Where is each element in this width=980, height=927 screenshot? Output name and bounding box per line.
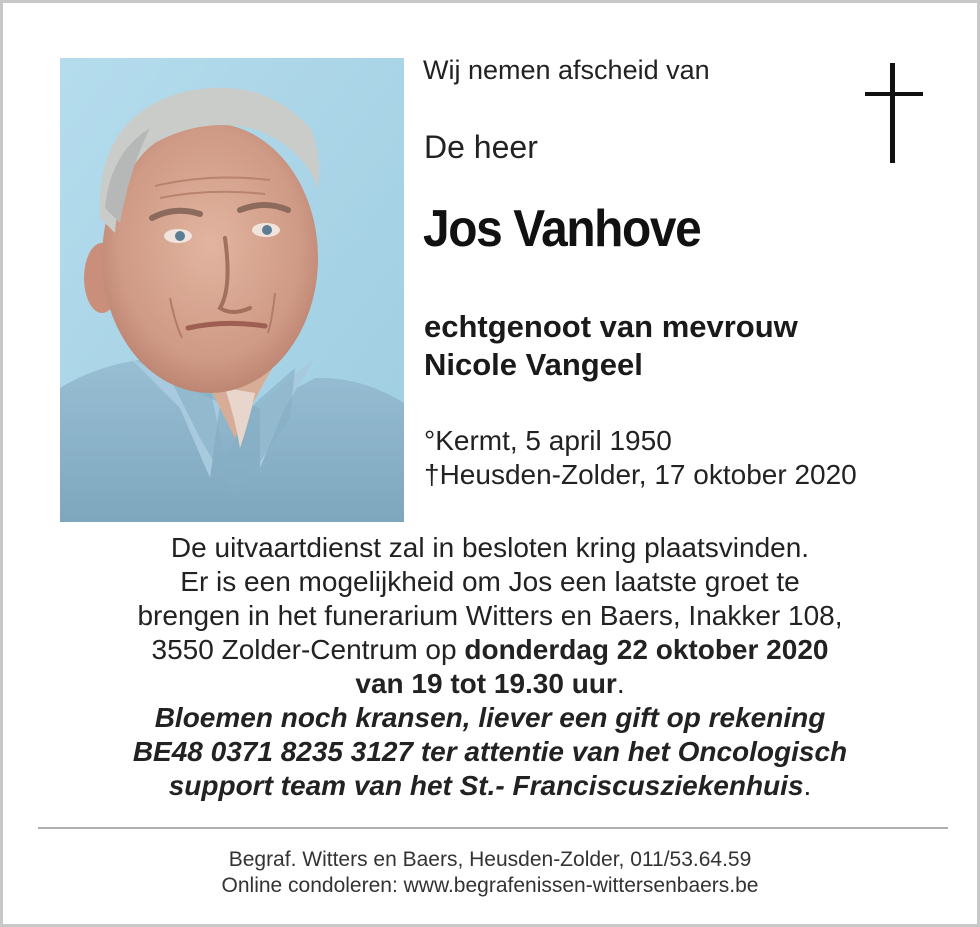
death-cross-icon: †	[424, 459, 440, 490]
portrait-photo	[60, 58, 404, 522]
birth-date: °Kermt, 5 april 1950	[424, 425, 672, 456]
divider	[38, 827, 948, 829]
visitation-date: donderdag 22 oktober 2020	[464, 634, 829, 665]
deceased-name: Jos Vanhove	[423, 200, 701, 258]
details-line: De uitvaartdienst zal in besloten kring plaatsvinden.	[170, 532, 810, 563]
flowers-note-line	[33, 769, 947, 803]
period: .	[616, 668, 625, 699]
footer	[33, 847, 947, 899]
visitation-time: van 19 tot 19.30 uur	[355, 668, 617, 699]
death-date-line	[424, 458, 857, 492]
details-line: Er is een mogelijkheid om Jos een laatste groet te	[180, 566, 800, 597]
life-dates	[424, 424, 857, 492]
latin-cross-icon	[865, 63, 923, 163]
flowers-note-line: Bloemen noch kransen, liever een gift op rekening	[154, 702, 826, 733]
online-condolences[interactable]: Online condoleren: www.begrafenissen-wittersenbaers.be	[221, 874, 759, 897]
spouse-block	[424, 308, 798, 384]
portrait-illustration	[60, 58, 404, 522]
details-line	[33, 667, 947, 701]
intro-text: Wij nemen afscheid van	[423, 55, 710, 85]
period: .	[803, 770, 812, 801]
funeral-details	[33, 531, 947, 803]
details-line	[33, 633, 947, 667]
location-text: 3550 Zolder-Centrum op	[151, 634, 465, 665]
flowers-note-end: support team van het St.- Franciscusziekenhuis	[168, 770, 804, 801]
flowers-note-line: BE48 0371 8235 3127 ter attentie van het Oncologisch	[132, 736, 848, 767]
spouse-relation: echtgenoot van mevrouw	[424, 309, 798, 344]
spouse-name: Nicole Vangeel	[424, 347, 643, 382]
death-date: Heusden-Zolder, 17 oktober 2020	[439, 459, 857, 490]
details-line: brengen in het funerarium Witters en Baers, Inakker 108,	[137, 600, 843, 631]
salutation: De heer	[424, 129, 538, 165]
funeral-home-contact: Begraf. Witters en Baers, Heusden-Zolder, 011/53.64.59	[228, 848, 752, 871]
